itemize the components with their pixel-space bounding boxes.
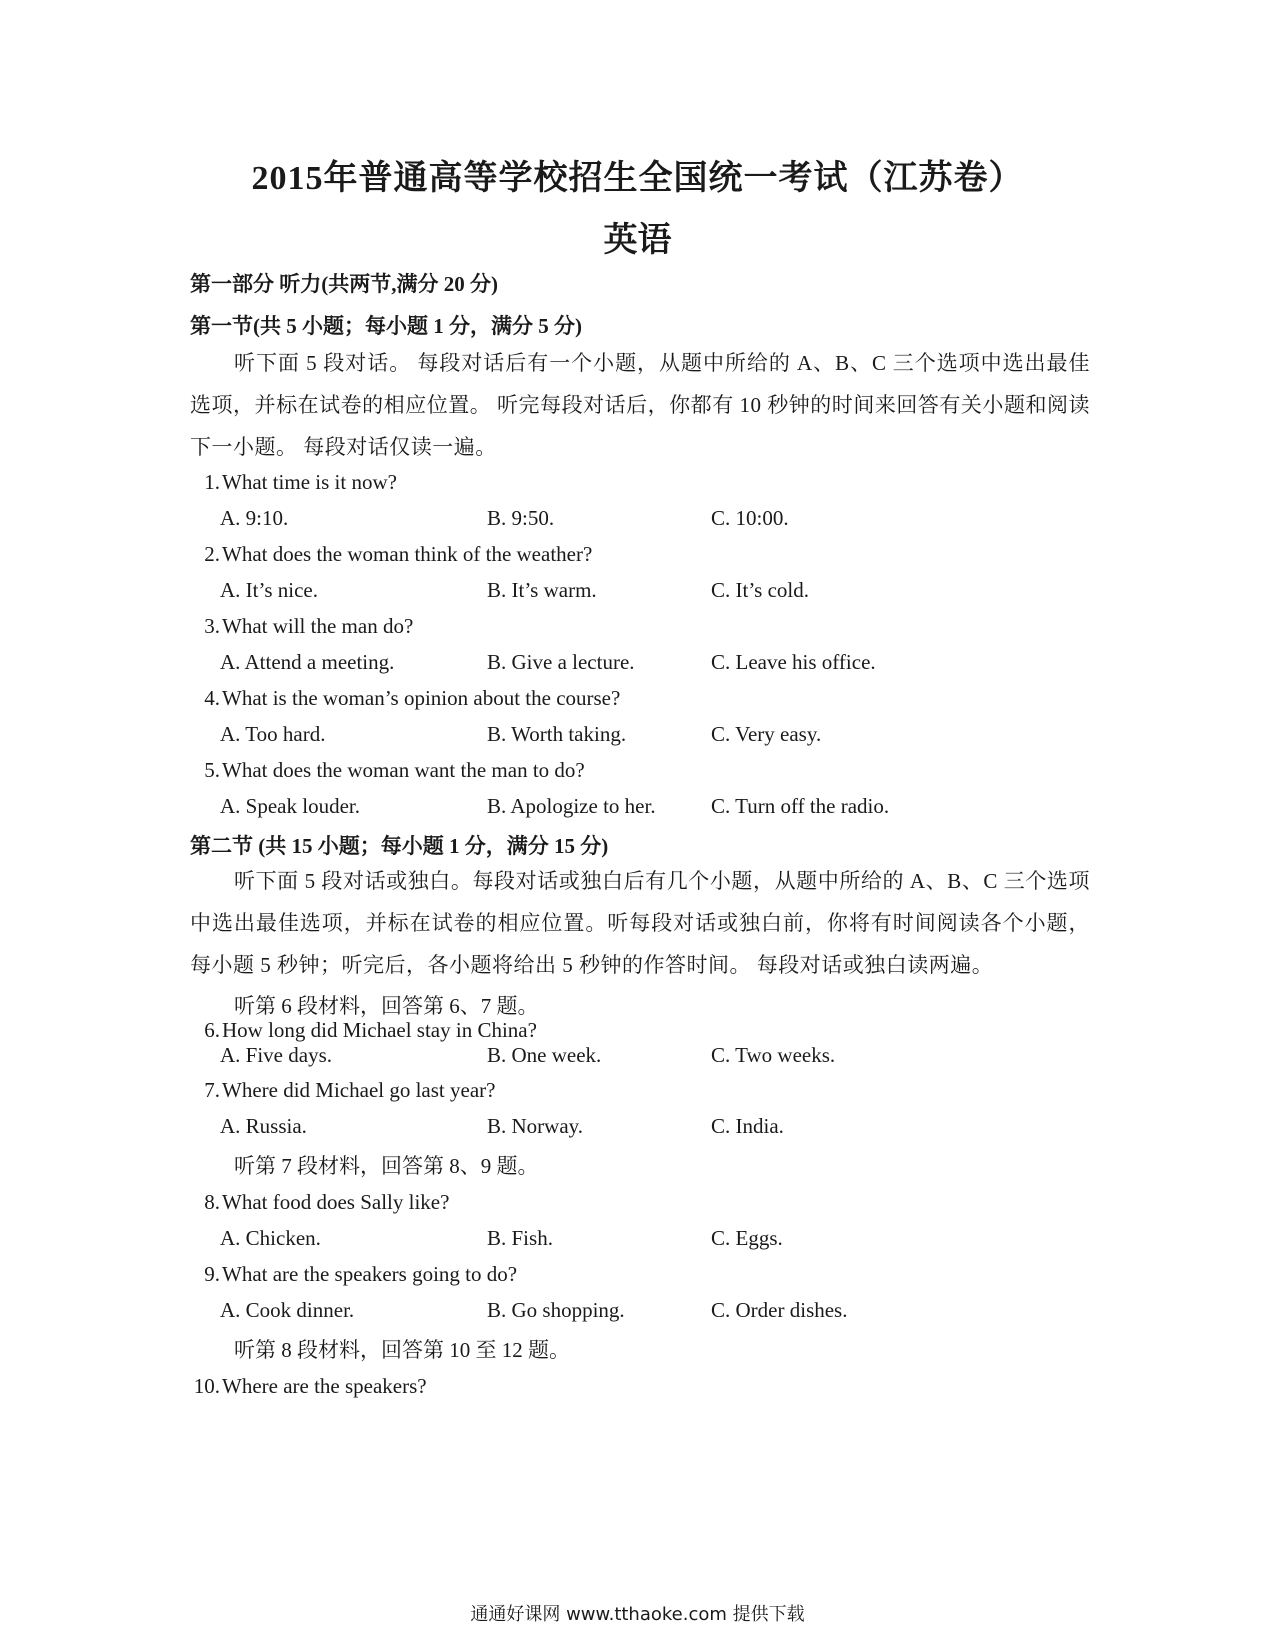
option-a: A. 9:10. bbox=[220, 506, 289, 530]
option-c: C. Two weeks. bbox=[711, 1043, 836, 1067]
option-b: B. It’s warm. bbox=[487, 578, 597, 602]
option-c: C. Turn off the radio. bbox=[711, 794, 890, 818]
option-c: C. 10:00. bbox=[711, 506, 789, 530]
question-stem: What will the man do? bbox=[222, 614, 414, 638]
option-a: A. Chicken. bbox=[220, 1226, 321, 1250]
option-c: C. Very easy. bbox=[711, 722, 822, 746]
section2-heading: 第二节 (共 15 小题；每小题 1 分，满分 15 分) bbox=[190, 834, 609, 858]
question-number: 3. bbox=[204, 614, 220, 638]
question-stem: What food does Sally like? bbox=[222, 1190, 450, 1214]
option-b: B. 9:50. bbox=[487, 506, 555, 530]
part1-heading: 第一部分 听力(共两节,满分 20 分) bbox=[190, 272, 498, 296]
question-stem: How long did Michael stay in China? bbox=[222, 1018, 537, 1042]
option-b: B. Norway. bbox=[487, 1114, 584, 1138]
option-b: B. Give a lecture. bbox=[487, 650, 635, 674]
option-c: C. Order dishes. bbox=[711, 1298, 848, 1322]
option-a: A. It’s nice. bbox=[220, 578, 318, 602]
question-stem: What time is it now? bbox=[222, 470, 397, 494]
question-number: 4. bbox=[204, 686, 220, 710]
material-note-8: 听第 8 段材料，回答第 10 至 12 题。 bbox=[234, 1338, 570, 1362]
option-a: A. Speak louder. bbox=[220, 794, 360, 818]
option-b: B. Go shopping. bbox=[487, 1298, 625, 1322]
question-stem: Where are the speakers? bbox=[222, 1374, 427, 1398]
option-c: C. Leave his office. bbox=[711, 650, 876, 674]
subject-title: 英语 bbox=[603, 222, 672, 259]
option-a: A. Five days. bbox=[220, 1043, 332, 1067]
material-note-7: 听第 7 段材料，回答第 8、9 题。 bbox=[234, 1154, 539, 1178]
question-stem: Where did Michael go last year? bbox=[222, 1078, 496, 1102]
option-c: C. India. bbox=[711, 1114, 784, 1138]
question-number: 2. bbox=[204, 542, 220, 566]
question-number: 9. bbox=[204, 1262, 220, 1286]
option-a: A. Too hard. bbox=[220, 722, 326, 746]
section2-instructions: 听下面 5 段对话或独白。每段对话或独白后有几个小题，从题中所给的 A、B、C 三个选项中选出最佳选项，并标在试卷的相应位置。听每段对话或独白前，你将有时间阅读各个小题，每小题 5 秒钟；听完后，各小题将给出 5 秒钟的作答时间。 每段对话或独白读两遍。 bbox=[190, 869, 1090, 977]
question-number: 8. bbox=[204, 1190, 220, 1214]
option-b: B. Worth taking. bbox=[487, 722, 627, 746]
question-stem: What is the woman’s opinion about the course? bbox=[222, 686, 621, 710]
question-stem: What are the speakers going to do? bbox=[222, 1262, 518, 1286]
question-number: 10. bbox=[193, 1374, 220, 1398]
download-footer: 通通好课网 www.tthaoke.com 提供下载 bbox=[470, 1604, 805, 1625]
option-b: B. Apologize to her. bbox=[487, 794, 656, 818]
option-c: C. It’s cold. bbox=[711, 578, 809, 602]
option-b: B. Fish. bbox=[487, 1226, 553, 1250]
option-c: C. Eggs. bbox=[711, 1226, 783, 1250]
material-note-6: 听第 6 段材料，回答第 6、7 题。 bbox=[234, 994, 539, 1018]
option-b: B. One week. bbox=[487, 1043, 602, 1067]
question-stem: What does the woman think of the weather? bbox=[222, 542, 593, 566]
question-number: 6. bbox=[204, 1018, 220, 1042]
question-number: 5. bbox=[204, 758, 220, 782]
question-number: 1. bbox=[204, 470, 220, 494]
exam-title: 2015年普通高等学校招生全国统一考试（江苏卷） bbox=[251, 160, 1024, 197]
option-a: A. Attend a meeting. bbox=[220, 650, 395, 674]
option-a: A. Russia. bbox=[220, 1114, 307, 1138]
section1-instructions: 听下面 5 段对话。 每段对话后有一个小题，从题中所给的 A、B、C 三个选项中选出最佳选项，并标在试卷的相应位置。 听完每段对话后，你都有 10 秒钟的时间来回答有关小题和阅读下一小题。 每段对话仅读一遍。 bbox=[190, 351, 1090, 459]
question-stem: What does the woman want the man to do? bbox=[222, 758, 585, 782]
question-number: 7. bbox=[204, 1078, 220, 1102]
section1-heading: 第一节(共 5 小题；每小题 1 分，满分 5 分) bbox=[190, 314, 582, 338]
option-a: A. Cook dinner. bbox=[220, 1298, 355, 1322]
